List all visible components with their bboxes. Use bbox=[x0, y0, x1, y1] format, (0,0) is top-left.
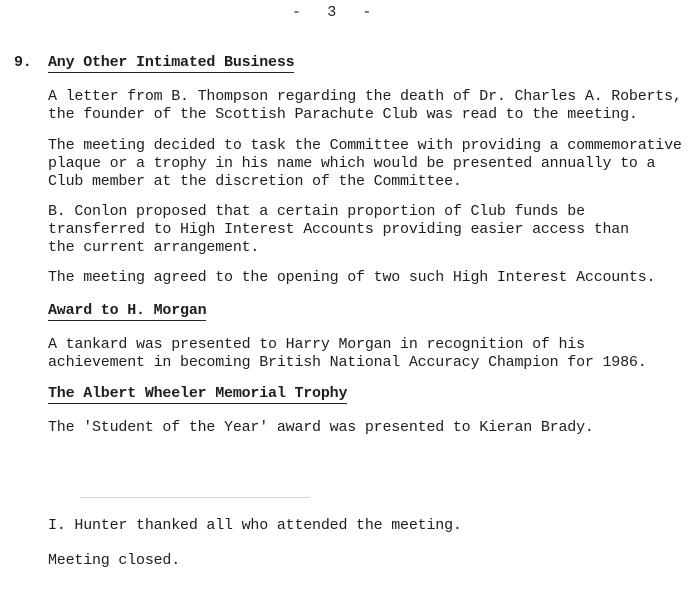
section-heading: Any Other Intimated Business bbox=[48, 54, 295, 71]
closing-thanks: I. Hunter thanked all who attended the meeting. bbox=[48, 517, 462, 534]
paragraph-line: the founder of the Scottish Parachute Club was read to the meeting. bbox=[48, 106, 638, 123]
paragraph-line: A letter from B. Thompson regarding the death of Dr. Charles A. Roberts, bbox=[48, 88, 682, 105]
paragraph-line: plaque or a trophy in his name which would be presented annually to a bbox=[48, 155, 656, 172]
paragraph-award bbox=[48, 336, 647, 372]
paragraph-line: The 'Student of the Year' award was presented to Kieran Brady. bbox=[48, 419, 594, 436]
section-number: 9. bbox=[14, 54, 32, 71]
paragraph-line: transferred to High Interest Accounts providing easier access than bbox=[48, 221, 629, 238]
paragraph-line: The meeting agreed to the opening of two such High Interest Accounts. bbox=[48, 269, 656, 286]
meeting-closed: Meeting closed. bbox=[48, 552, 181, 569]
award-heading: Award to H. Morgan bbox=[48, 302, 207, 319]
paragraph-line: achievement in becoming British National Accuracy Champion for 1986. bbox=[48, 354, 647, 371]
paragraph-letter bbox=[48, 88, 682, 124]
paragraph-memorial bbox=[48, 419, 594, 437]
paragraph-line: A tankard was presented to Harry Morgan in recognition of his bbox=[48, 336, 585, 353]
paragraph-line: The meeting decided to task the Committee with providing a commemorative bbox=[48, 137, 682, 154]
paragraph-line: the current arrangement. bbox=[48, 239, 260, 256]
paragraph-decision bbox=[48, 137, 682, 191]
paragraph-line: B. Conlon proposed that a certain proportion of Club funds be bbox=[48, 203, 585, 220]
paragraph-line: Club member at the discretion of the Committee. bbox=[48, 173, 462, 190]
faint-divider bbox=[80, 497, 310, 498]
paragraph-agreement bbox=[48, 269, 655, 287]
page-number: - 3 - bbox=[292, 4, 372, 21]
paragraph-proposal bbox=[48, 203, 629, 257]
memorial-heading: The Albert Wheeler Memorial Trophy bbox=[48, 385, 348, 402]
